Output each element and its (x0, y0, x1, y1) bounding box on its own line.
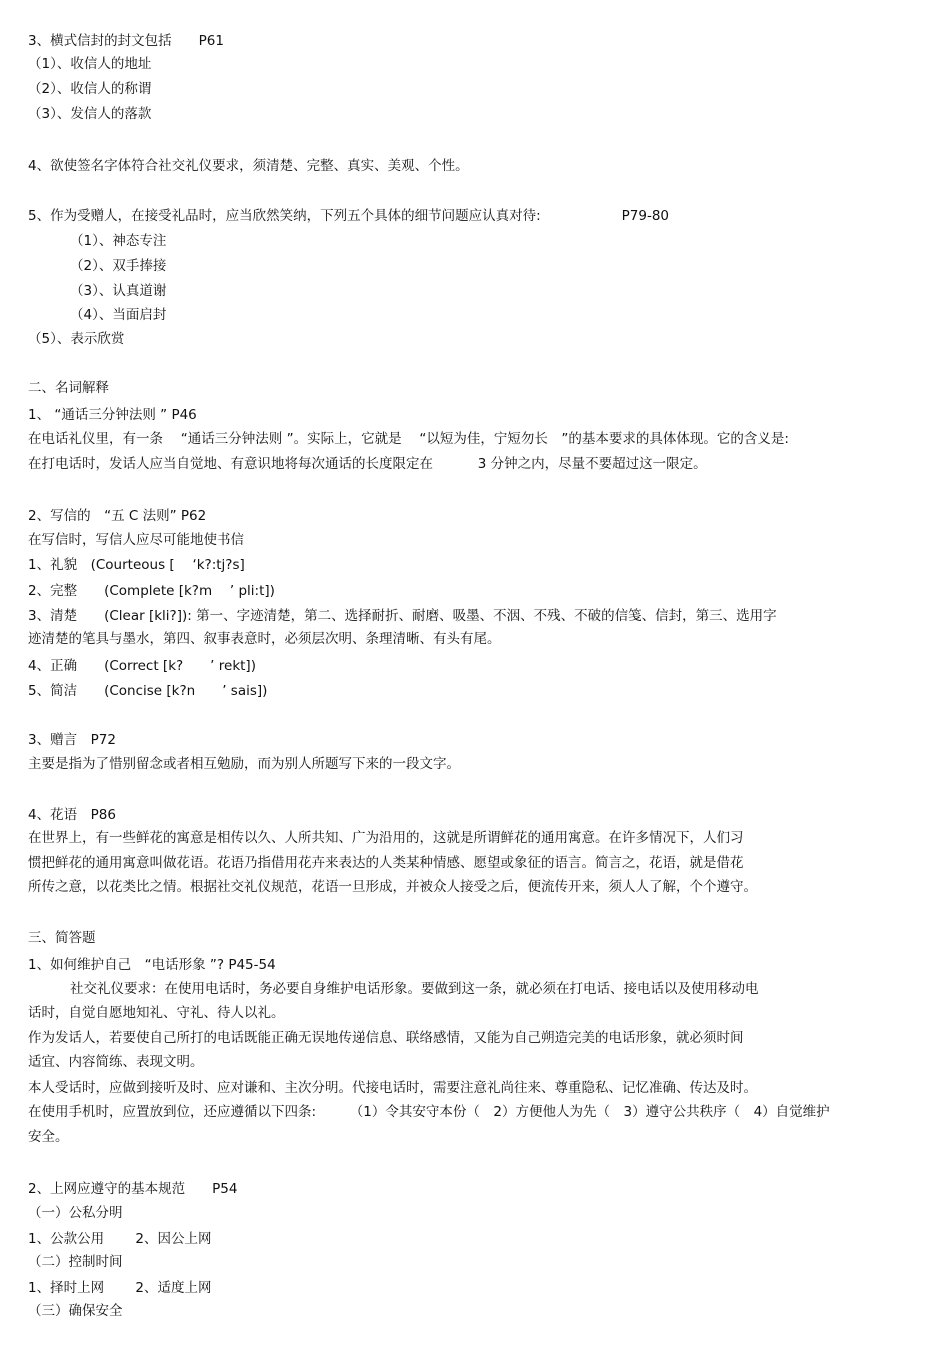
text-line: （1）、收信人的地址 (28, 56, 152, 72)
text-line: 4、正确 (Correct [k? ’ rekt]) (28, 658, 256, 674)
text-line: （一）公私分明 (28, 1205, 123, 1221)
text-line: 3、横式信封的封文包括 P61 (28, 33, 224, 49)
section-heading: 三、简答题 (28, 930, 96, 946)
section-heading: 二、名词解释 (28, 380, 109, 396)
text-line: 4、花语 P86 (28, 807, 116, 823)
text-line: 主要是指为了惜别留念或者相互勉励，而为别人所题写下来的一段文字。 (28, 756, 460, 772)
text-line: （1）、神态专注 (70, 233, 167, 249)
text-line: 1、礼貌 (Courteous [ ‘k?:tj?s] (28, 557, 245, 573)
text-line: 2、写信的 “五 C 法则” P62 (28, 508, 207, 524)
text-line: （5）、表示欣赏 (28, 331, 125, 347)
text-line: （三）确保安全 (28, 1303, 123, 1319)
text-line: 作为发话人，若要使自己所打的电话既能正确无误地传递信息、联络感情，又能为自己朔造完美的电话形象，就必须时间 (28, 1030, 744, 1046)
text-line: 所传之意，以花类比之情。根据社交礼仪规范，花语一旦形成，并被众人接受之后，便流传开来，须人人了解，个个遵守。 (28, 879, 757, 895)
text-line: 2、完整 (Complete [k?m ’ pli:t]) (28, 583, 275, 599)
text-line: 1、择时上网 2、适度上网 (28, 1280, 212, 1296)
text-line: 社交礼仪要求：在使用电话时，务必要自身维护电话形象。要做到这一条，就必须在打电话、接电话以及使用移动电 (70, 981, 759, 997)
text-line: 在写信时，写信人应尽可能地使书信 (28, 532, 244, 548)
text-line: 迹清楚的笔具与墨水，第四、叙事表意时，必须层次明、条理清晰、有头有尾。 (28, 631, 501, 647)
text-line: 在世界上，有一些鲜花的寓意是相传以久、人所共知、广为沿用的，这就是所谓鲜花的通用寓意。在许多情况下，人们习 (28, 830, 744, 846)
text-line: （2）、收信人的称谓 (28, 81, 152, 97)
text-line: 适宜、内容简练、表现文明。 (28, 1054, 204, 1070)
text-line: 3、赠言 P72 (28, 732, 116, 748)
text-line: 5、作为受赠人，在接受礼品时，应当欣然笑纳，下列五个具体的细节问题应认真对待: P79-80 (28, 208, 670, 224)
text-line: 本人受话时，应做到接听及时、应对谦和、主次分明。代接电话时，需要注意礼尚往来、尊重隐私、记忆准确、传达及时。 (28, 1080, 757, 1096)
text-line: 5、简洁 (Concise [k?n ’ sais]) (28, 683, 268, 699)
text-line: （4）、当面启封 (70, 307, 167, 323)
text-line: 在打电话时，发话人应当自觉地、有意识地将每次通话的长度限定在 3 分钟之内，尽量不要超过这一限定。 (28, 456, 707, 472)
text-line: （2）、双手捧接 (70, 258, 167, 274)
text-line: 安全。 (28, 1129, 69, 1145)
text-line: 1、 “通话三分钟法则 ” P46 (28, 407, 197, 423)
text-line: 3、清楚 (Clear [kli?]): 第一、字迹清楚，第二、选择耐折、耐磨、吸墨、不洇、不残、不破的信笺、信封，第三、选用字 (28, 608, 777, 624)
text-line: （3）、发信人的落款 (28, 106, 152, 122)
text-line: 惯把鲜花的通用寓意叫做花语。花语乃指借用花卉来表达的人类某种情感、愿望或象征的语言。简言之，花语，就是借花 (28, 855, 744, 871)
text-line: 在使用手机时，应置放到位，还应遵循以下四条: （1）令其安守本份（ 2）方便他人为先（ 3）遵守公共秩序（ 4）自觉维护 (28, 1104, 830, 1120)
text-line: 1、如何维护自己 “电话形象 ”? P45-54 (28, 957, 276, 973)
text-line: （3）、认真道谢 (70, 283, 167, 299)
text-line: （二）控制时间 (28, 1254, 123, 1270)
text-line: 1、公款公用 2、因公上网 (28, 1231, 212, 1247)
text-line: 4、欲使签名字体符合社交礼仪要求，须清楚、完整、真实、美观、个性。 (28, 158, 469, 174)
text-line: 在电话礼仪里，有一条 “通话三分钟法则 ”。实际上，它就是 “以短为佳，宁短勿长 ”的基本要求的具体体现。它的含义是: (28, 431, 789, 447)
text-line: 话时，自觉自愿地知礼、守礼、待人以礼。 (28, 1005, 285, 1021)
text-line: 2、上网应遵守的基本规范 P54 (28, 1181, 238, 1197)
